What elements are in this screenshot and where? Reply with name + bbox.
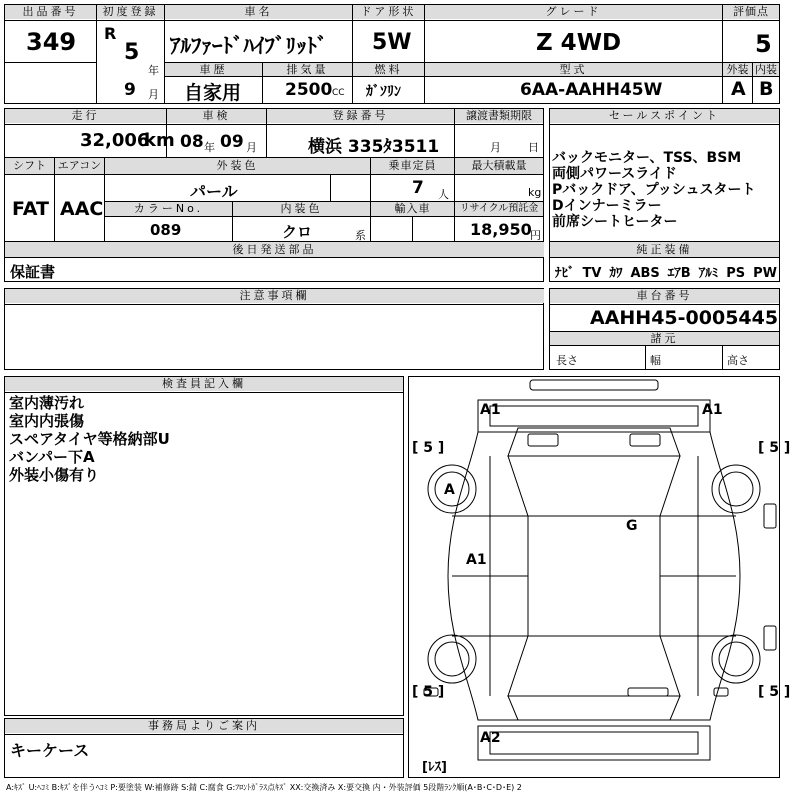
mark-a1-left: A1 [480,402,501,418]
mark-tire-fr: [ 5 ] [758,440,791,456]
score-label: 評価点 [723,5,779,19]
color-no-label: カラーNo. [105,202,232,216]
int-color: クロ [282,223,313,241]
sales-point: 前席シートヒーター [552,214,678,230]
color-label: 外装色 [105,158,370,174]
mark-tire-rl: [ 5 ] [412,684,445,700]
equipment-item: ｴｱB [667,266,691,281]
width-label: 幅 [650,354,661,367]
equipment-item: ｶﾜ [609,266,623,281]
later-parts-label: 後日発送部品 [5,242,544,257]
capacity-unit: 人 [438,188,449,201]
equipment-item: ABS [630,266,660,281]
shift-label: シフト [5,158,54,174]
recycle-unit: 円 [530,229,541,242]
model-name: ｱﾙﾌｧｰﾄﾞﾊｲﾌﾞﾘｯﾄﾞ [170,34,328,58]
ext-label: 外装 [723,63,752,76]
inspector-label: 検査員記入欄 [5,377,403,391]
inspector-note: スペアタイヤ等格納部U [9,430,170,448]
transfer-label: 譲渡書類期限 [455,109,543,123]
inspector-note: 室内内張傷 [9,412,85,430]
cc-unit: CC [332,88,345,98]
front-bumper-top [530,380,658,390]
sales-point: Dインナーミラー [552,198,662,214]
month-unit: 月 [148,88,159,101]
inspection-label: 車検 [167,109,266,123]
grade: Z 4WD [536,30,622,56]
capacity: 7 [412,178,424,198]
length-label: 長さ [556,354,578,367]
mark-a1-right: A1 [702,402,723,418]
ext-score: A [731,78,746,100]
mark-roof-g: G [626,518,638,534]
shift: FAT [12,198,49,220]
model-label: 車名 [165,5,352,19]
year-unit: 年 [148,64,159,77]
office-label: 事務局よりご案内 [5,719,403,733]
transfer-day-unit: 日 [528,141,539,154]
equipment-label: 純正装備 [550,242,779,257]
inspector-note: バンパー下A [9,448,95,466]
equipment-item: ｱﾙﾐ [698,266,719,281]
notes-label: 注意事項欄 [5,289,544,303]
int-score: B [759,78,774,100]
recycle-label: リサイクル預託金 [455,202,543,216]
sales-points [552,150,755,230]
color: パール [190,182,238,201]
int-color-unit: 系 [355,229,366,242]
inspector-notes [9,394,170,484]
equipment-list [555,262,777,281]
color-no: 089 [150,221,182,239]
load-unit: kg [528,186,542,199]
fuel: ｶﾞｿﾘﾝ [366,84,401,100]
model-type: 6AA-AAHH45W [520,80,663,100]
doors: 5W [372,30,412,55]
equipment-item: TV [582,266,602,281]
mark-tire-fl: [ 5 ] [412,440,445,456]
sales-point: 両側パワースライド [552,166,677,182]
mileage: 32,006 [80,130,150,151]
office-note: キーケース [10,741,90,760]
inspection-month: 09 [220,132,244,152]
ac: AAC [60,198,104,220]
ac-label: エアコン [55,158,104,174]
history: 自家用 [184,82,242,104]
int-color-label: 内装色 [233,202,370,216]
chassis-label: 車台番号 [550,289,779,303]
dims-label: 諸元 [550,332,779,345]
reg-no: 横浜 335ﾀ3511 [308,137,440,157]
legend: A:ｷｽﾞ U:ﾍｺﾐ B:ｷｽﾞを伴うﾍｺﾐ P:要塗装 W:補修跡 S:錆 C:腐食 G:ﾌﾛﾝﾄｶﾞﾗｽ点ｷｽﾞ XX:交換済み X:要交換 内・外装評価 5段階ﾗﾝｸ順(A･B･C･D･E) 2 [6,783,522,792]
era: R [104,24,117,43]
doors-label: ドア形状 [353,5,424,19]
windshield [508,456,680,516]
history-label: 車歴 [165,63,262,76]
capacity-label: 乗車定員 [371,158,454,174]
reg-year: 5 [124,40,140,65]
mark-rear-a2: A2 [480,730,501,746]
front-bumper [478,400,710,432]
rear-window [508,636,680,696]
sales-point: バックモニター、TSS、BSM [552,150,742,166]
inspection-year-unit: 年 [204,141,215,154]
rear-bumper [478,726,710,760]
chassis-number: AAHH45-0005445 [590,307,779,329]
transfer-month-unit: 月 [490,141,501,154]
recycle: 18,950 [470,220,532,239]
sales-point: Pバックドア、プッシュスタート [552,182,756,198]
inspection-year: 08 [180,132,204,152]
fuel-label: 燃料 [353,63,424,76]
type-label: 型式 [425,63,722,76]
height-label: 高さ [727,354,749,367]
sales-label: セールスポイント [550,109,779,123]
later-parts: 保証書 [10,263,56,281]
mark-spare: [ﾚｽ] [422,760,447,775]
load-label: 最大積載量 [455,158,543,174]
equipment-item: ﾅﾋﾞ [555,266,575,281]
displacement-label: 排気量 [263,63,352,76]
roof [528,516,660,636]
inspection-month-unit: 月 [246,141,257,154]
mileage-label: 走行 [5,109,166,123]
reg-no-label: 登録番号 [267,109,454,123]
mark-wheel-a: A [444,482,455,498]
score: 5 [755,30,772,58]
grade-label: グレード [425,5,722,19]
first-reg-label: 初度登録 [97,5,164,19]
lot-no: 349 [26,28,77,56]
car-diagram [408,376,780,778]
inspector-note: 室内薄汚れ [9,394,85,412]
equipment-item: PW [753,266,777,281]
mark-tire-rr: [ 5 ] [758,684,791,700]
equipment-item: PS [726,266,746,281]
km-unit: km [144,130,175,151]
int-label: 内装 [755,63,777,76]
import-label: 輸入車 [371,202,454,216]
inspector-note: 外装小傷有り [9,466,100,484]
displacement: 2500 [285,80,333,100]
mark-side-a1: A1 [466,552,487,568]
reg-month: 9 [124,80,136,100]
lot-no-label: 出品番号 [5,5,96,19]
